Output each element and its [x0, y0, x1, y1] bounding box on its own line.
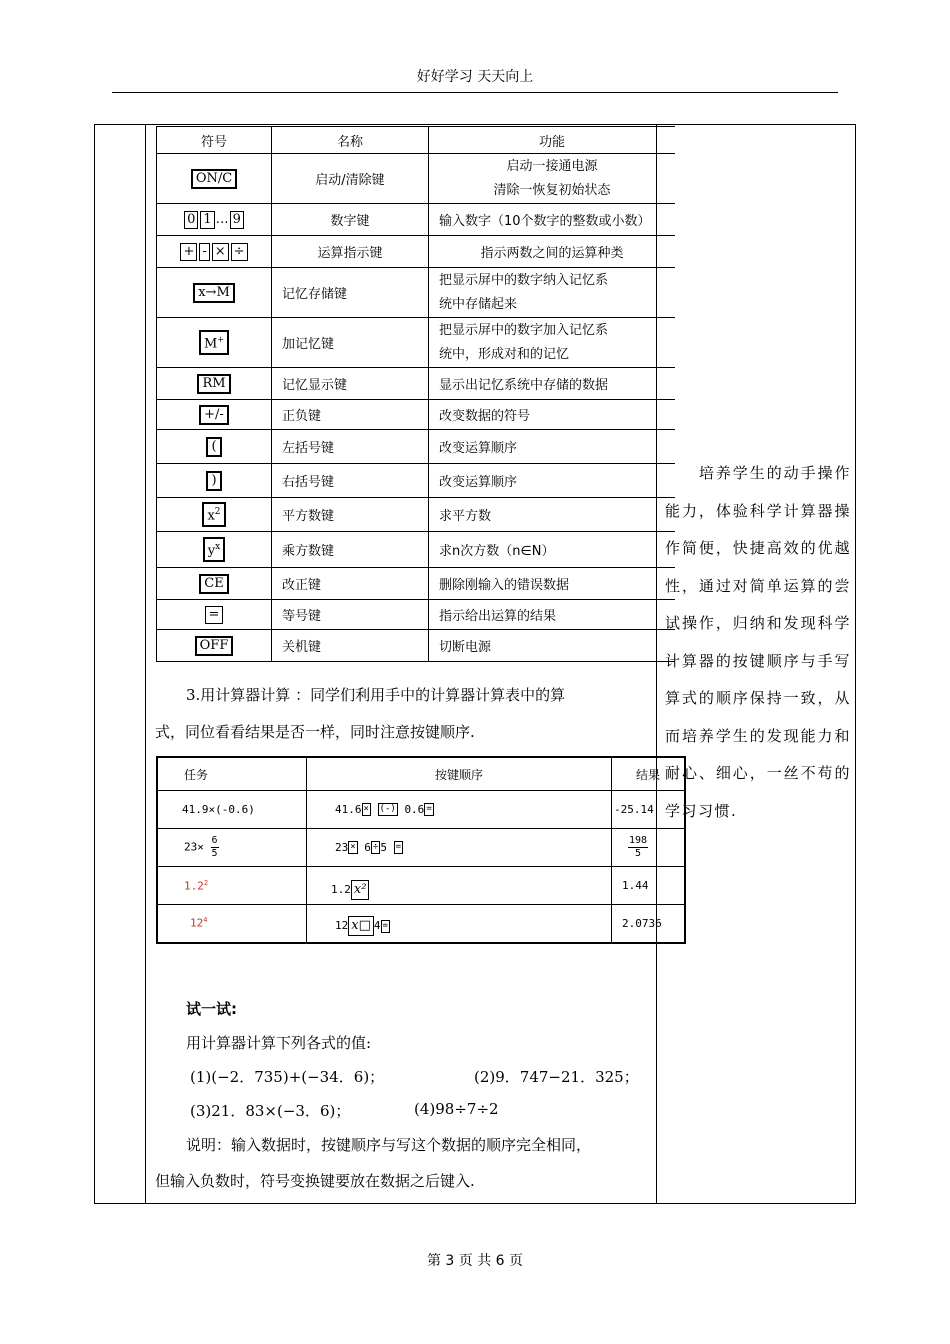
result-cell	[612, 829, 686, 867]
task-exponent: 2	[203, 878, 209, 887]
key-name: 等号键	[272, 600, 429, 630]
seq-value: 0.6	[404, 802, 425, 816]
fraction-numerator: 198	[629, 835, 648, 846]
negative-key-icon: (-)	[379, 804, 396, 815]
table-header-row	[157, 127, 676, 154]
seq-value: 4	[373, 919, 381, 933]
key-sign-icon: +/-	[157, 400, 272, 430]
key-function: 删除刚输入的错误数据	[429, 568, 676, 600]
header-sequence: 按键顺序	[307, 757, 612, 791]
sequence-cell	[307, 905, 612, 943]
key-onc-icon: ON/C	[157, 154, 272, 204]
header-function: 功能	[429, 127, 676, 154]
table-row	[157, 867, 685, 905]
teaching-purpose-text: 培养学生的动手操作能力，体验科学计算器操作简便，快捷高效的优越性，通过对简单运算的尝试操作，归纳和发现科学计算器的按键顺序与手写算式的顺序保持一致，从而培养学生的发现能力和耐心、细心，一丝不苟的学习习惯.	[665, 464, 851, 820]
task-cell	[157, 829, 307, 867]
function-line: 启动一接通电源	[506, 158, 598, 174]
result-cell: -25.14	[612, 791, 686, 829]
task-base: 1.2	[184, 879, 204, 893]
table-row	[157, 430, 676, 464]
sequence-cell	[307, 829, 612, 867]
seq-value: 41.6	[335, 802, 362, 816]
table-header-row	[157, 757, 685, 791]
key-function: 显示出记忆系统中存储的数据	[429, 368, 676, 400]
table-row	[157, 600, 676, 630]
page-footer: 第 3 页 共 6 页	[426, 1253, 524, 1269]
try-intro: 用计算器计算下列各式的值:	[186, 1034, 372, 1052]
key-memory-add-icon: M+	[157, 318, 272, 368]
table-row	[157, 791, 685, 829]
table-row	[157, 464, 676, 498]
table-row	[157, 268, 676, 318]
table-row	[157, 905, 685, 943]
table-row	[157, 568, 676, 600]
table-row	[157, 532, 676, 568]
table-row	[157, 829, 685, 867]
task-base: 12	[190, 917, 204, 931]
table-row	[157, 400, 676, 430]
header-task: 任务	[157, 757, 307, 791]
seq-value: 5	[380, 840, 387, 854]
key-name: 运算指示键	[272, 236, 429, 268]
key-clear-entry-icon: CE	[157, 568, 272, 600]
key-function: 求平方数	[429, 498, 676, 532]
sequence-cell	[307, 791, 612, 829]
sequence-cell	[307, 867, 612, 905]
key-name: 正负键	[272, 400, 429, 430]
right-column	[656, 125, 857, 1203]
key-function: 改变数据的符号	[429, 400, 676, 430]
seq-value: 1.2	[331, 882, 351, 896]
fraction-denominator: 5	[635, 848, 642, 859]
equals-key-icon: =	[382, 920, 388, 931]
function-line: 把显示屏中的数字加入记忆系	[439, 322, 609, 338]
power-key-icon: x□	[348, 916, 374, 936]
note-line2: 但输入负数时，符号变换键要放在数据之后键入.	[155, 1172, 475, 1190]
task-fraction	[211, 835, 219, 860]
key-left-paren-icon: (	[157, 430, 272, 464]
key-name: 启动/清除键	[272, 154, 429, 204]
table-row	[157, 236, 676, 268]
page-header: 好好学习 天天向上	[112, 66, 838, 93]
question-3: (3)21．83×(−3．6)；	[190, 1102, 351, 1120]
seq-value: 6	[364, 840, 371, 854]
key-square-icon: $x^2$	[157, 498, 272, 532]
key-function	[429, 318, 676, 368]
key-name: 右括号键	[272, 464, 429, 498]
multiply-key-icon: ×	[350, 842, 356, 853]
section3-line2: 式，同位看看结果是否一样，同时注意按键顺序.	[155, 723, 475, 741]
task-cell	[157, 867, 307, 905]
key-power-icon: $y^x$	[157, 532, 272, 568]
key-name: 左括号键	[272, 430, 429, 464]
equals-key-icon: =	[395, 842, 402, 853]
key-name: 加记忆键	[272, 318, 429, 368]
try-title: 试一试:	[186, 1000, 237, 1018]
note-line1: 说明：输入数据时，按键顺序与写这个数据的顺序完全相同，	[186, 1136, 592, 1154]
square-key-icon: x²	[351, 880, 370, 900]
divide-key-icon: ÷	[372, 842, 379, 853]
equals-key-icon: =	[426, 804, 432, 815]
key-operators-icon: + - × ÷	[157, 236, 272, 268]
table-row	[157, 318, 676, 368]
key-name: 记忆存储键	[272, 268, 429, 318]
section3-line1: 3.用计算器计算 ：同学们利用手中的计算器计算表中的算	[186, 686, 566, 704]
multiply-key-icon: ×	[363, 804, 369, 815]
function-line: 把显示屏中的数字纳入记忆系	[439, 272, 609, 288]
task-cell: 41.9×(-0.6)	[157, 791, 307, 829]
seq-value: 12	[335, 919, 349, 933]
table-row	[157, 630, 676, 662]
function-line: 统中存储起来	[439, 296, 518, 312]
question-1: (1)(−2．735)+(−34．6)；	[190, 1068, 385, 1086]
task-cell	[157, 905, 307, 943]
key-function: 输入数字（10个数字的整数或小数）	[429, 204, 676, 236]
function-line: 统中，形成对和的记忆	[439, 346, 570, 362]
function-line: 清除一恢复初始状态	[493, 182, 611, 198]
table-row	[157, 154, 676, 204]
header-symbol: 符号	[157, 127, 272, 154]
key-function: 指示两数之间的运算种类	[429, 236, 676, 268]
calculator-keys-table	[156, 126, 675, 662]
seq-value: 23	[335, 840, 349, 854]
key-off-icon: OFF	[157, 630, 272, 662]
header-result: 结果	[612, 757, 686, 791]
table-row	[157, 498, 676, 532]
question-2: (2)9．747−21．325；	[474, 1068, 639, 1086]
question-4: (4)98÷7÷2	[414, 1100, 499, 1118]
task-table	[156, 756, 686, 944]
result-fraction	[628, 835, 648, 860]
key-function: 指示给出运算的结果	[429, 600, 676, 630]
table-row	[157, 204, 676, 236]
key-name: 记忆显示键	[272, 368, 429, 400]
key-function	[429, 268, 676, 318]
task-exponent: 4	[203, 916, 208, 925]
fraction-numerator: 6	[211, 835, 218, 846]
key-function: 求n次方数（n∈N）	[429, 532, 676, 568]
result-cell: 1.44	[612, 867, 686, 905]
header-name: 名称	[272, 127, 429, 154]
key-name: 改正键	[272, 568, 429, 600]
key-name: 乘方数键	[272, 532, 429, 568]
task-prefix: 23×	[184, 840, 204, 854]
key-name: 关机键	[272, 630, 429, 662]
key-right-paren-icon: )	[157, 464, 272, 498]
fraction-denominator: 5	[211, 848, 218, 859]
key-memory-recall-icon: RM	[157, 368, 272, 400]
key-name: 数字键	[272, 204, 429, 236]
result-cell: 2.0736	[612, 905, 686, 943]
left-column	[95, 125, 146, 1203]
key-memory-store-icon: x→M	[157, 268, 272, 318]
key-function: 改变运算顺序	[429, 464, 676, 498]
table-row	[157, 368, 676, 400]
key-function	[429, 154, 676, 204]
key-function: 切断电源	[429, 630, 676, 662]
key-equals-icon: =	[157, 600, 272, 630]
key-name: 平方数键	[272, 498, 429, 532]
key-function: 改变运算顺序	[429, 430, 676, 464]
key-digits-icon: 0 1 … 9	[157, 204, 272, 236]
